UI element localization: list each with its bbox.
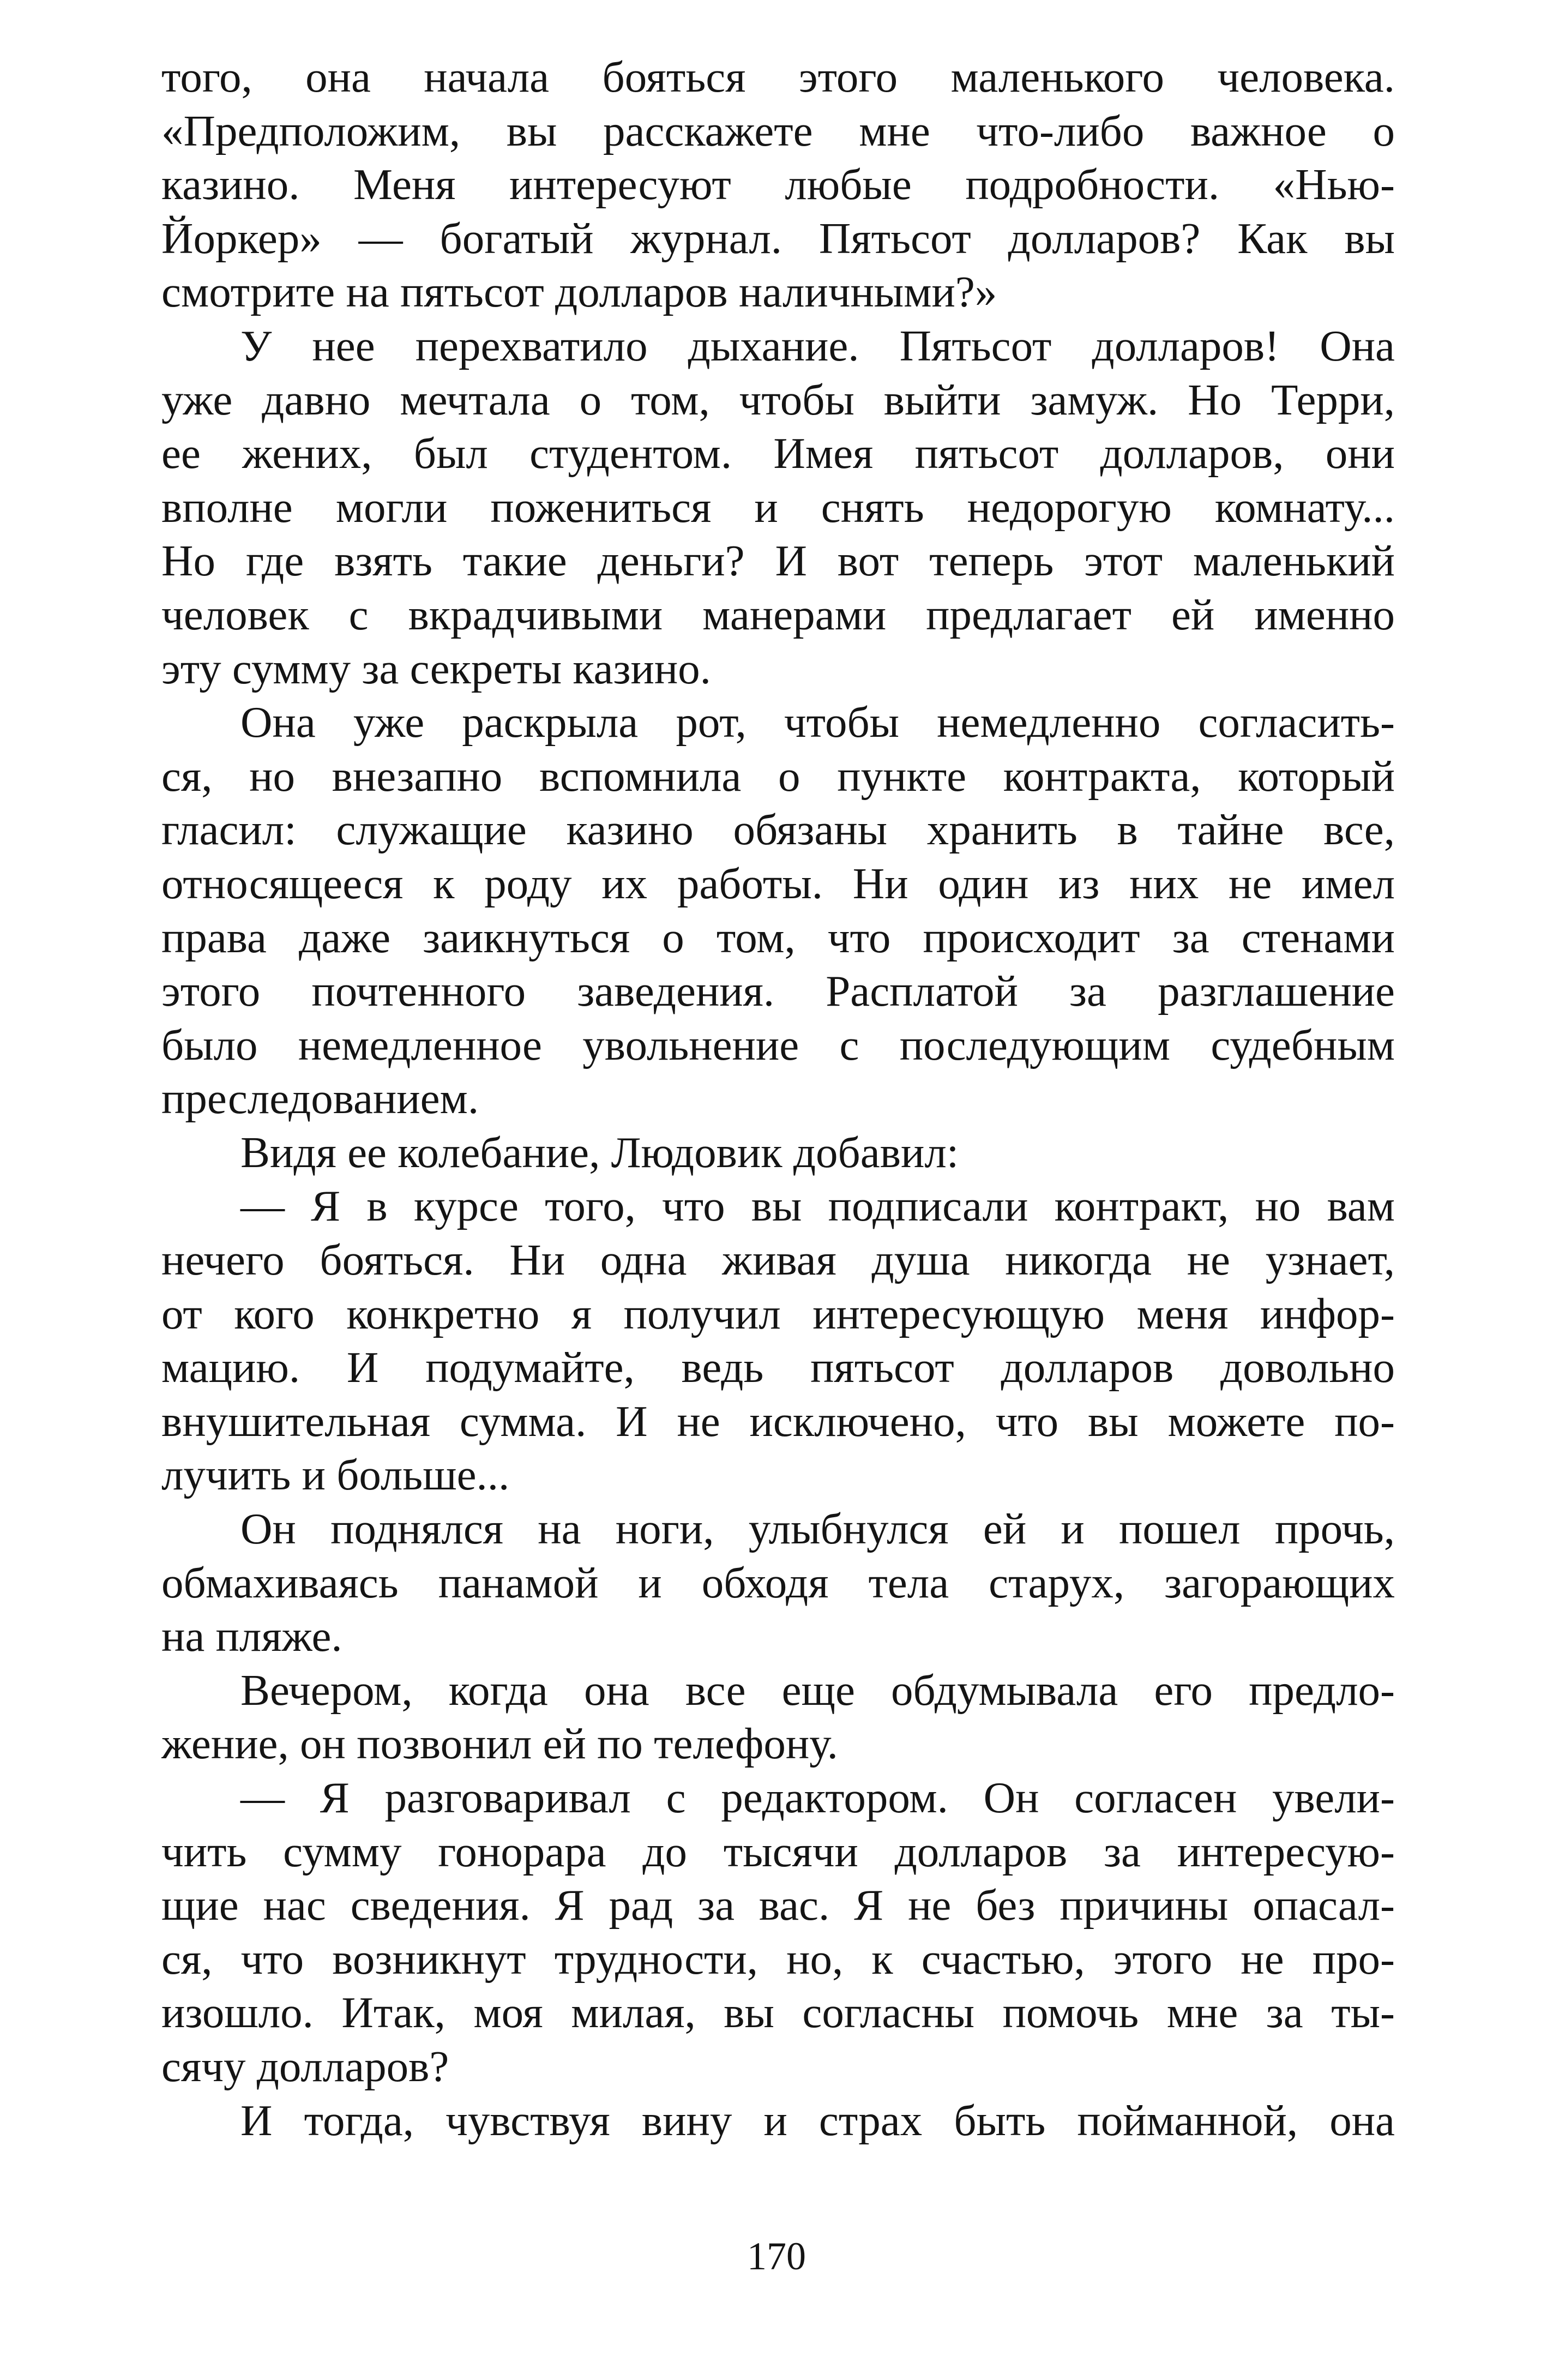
text-line: Она уже раскрыла рот, чтобы немедленно согласить-	[240, 698, 1395, 747]
text-line: сячу долларов?	[161, 2041, 449, 2091]
text-line: обмахиваясь панамой и обходя тела старух, загорающих	[161, 1558, 1395, 1607]
text-line: жение, он позвонил ей по телефону.	[161, 1719, 838, 1769]
text-line: гласил: служащие казино обязаны хранить в тайне все,	[161, 805, 1395, 855]
text-line: чить сумму гонорара до тысячи долларов за интересую-	[161, 1826, 1395, 1876]
text-line: этого почтенного заведения. Расплатой за разглашение	[161, 966, 1395, 1016]
text-line: — Я разговаривал с редактором. Он согласен увели-	[240, 1773, 1395, 1822]
text-line: «Предположим, вы расскажете мне что-либо важное о	[161, 106, 1395, 155]
text-line: мацию. И подумайте, ведь пятьсот долларов довольно	[161, 1343, 1395, 1392]
text-line: относящееся к роду их работы. Ни один из них не имел	[161, 858, 1395, 908]
text-line: ся, но внезапно вспомнила о пункте контракта, который	[161, 751, 1395, 801]
text-line: изошло. Итак, моя милая, вы согласны помочь мне за ты-	[161, 1988, 1395, 2038]
text-line: вполне могли пожениться и снять недорогую комнату...	[161, 482, 1395, 532]
text-line: нечего бояться. Ни одна живая душа никогда не узнает,	[161, 1235, 1395, 1285]
text-line: человек с вкрадчивыми манерами предлагает ей именно	[161, 590, 1395, 639]
text-line: преследованием.	[161, 1074, 479, 1123]
text-line: права даже заикнуться о том, что происходит за стенами	[161, 912, 1395, 962]
text-line: Вечером, когда она все еще обдумывала его предло-	[240, 1665, 1395, 1715]
book-page-text	[161, 50, 1395, 2147]
text-line: щие нас сведения. Я рад за вас. Я не без причины опасал-	[161, 1880, 1395, 1930]
text-line: Он поднялся на ноги, улыбнулся ей и пошел прочь,	[240, 1504, 1395, 1554]
text-line: внушительная сумма. И не исключено, что вы можете по-	[161, 1396, 1395, 1446]
text-line: уже давно мечтала о том, чтобы выйти замуж. Но Терри,	[161, 375, 1395, 424]
text-line: Видя ее колебание, Людовик добавил:	[240, 1127, 959, 1177]
text-line: того, она начала бояться этого маленького человека.	[161, 52, 1395, 101]
text-line: ся, что возникнут трудности, но, к счастью, этого не про-	[161, 1934, 1395, 1984]
text-line: И тогда, чувствуя вину и страх быть пойманной, она	[240, 2095, 1395, 2145]
text-line: ее жених, был студентом. Имея пятьсот долларов, они	[161, 429, 1395, 478]
text-line: — Я в курсе того, что вы подписали контракт, но вам	[240, 1181, 1395, 1231]
text-line: от кого конкретно я получил интересующую меня инфор-	[161, 1289, 1395, 1338]
text-line: Йоркер» — богатый журнал. Пятьсот долларов? Как вы	[161, 213, 1395, 263]
text-line: смотрите на пятьсот долларов наличными?»	[161, 267, 997, 317]
text-line: эту сумму за секреты казино.	[161, 644, 711, 693]
page-number: 170	[747, 2234, 806, 2278]
text-line: казино. Меня интересуют любые подробности. «Нью-	[161, 160, 1395, 209]
text-line: У нее перехватило дыхание. Пятьсот долларов! Она	[240, 321, 1395, 370]
text-line: лучить и больше...	[161, 1450, 510, 1500]
text-line: было немедленное увольнение с последующим судебным	[161, 1020, 1395, 1069]
text-line: Но где взять такие деньги? И вот теперь этот маленький	[161, 536, 1395, 586]
text-line: на пляже.	[161, 1612, 342, 1661]
